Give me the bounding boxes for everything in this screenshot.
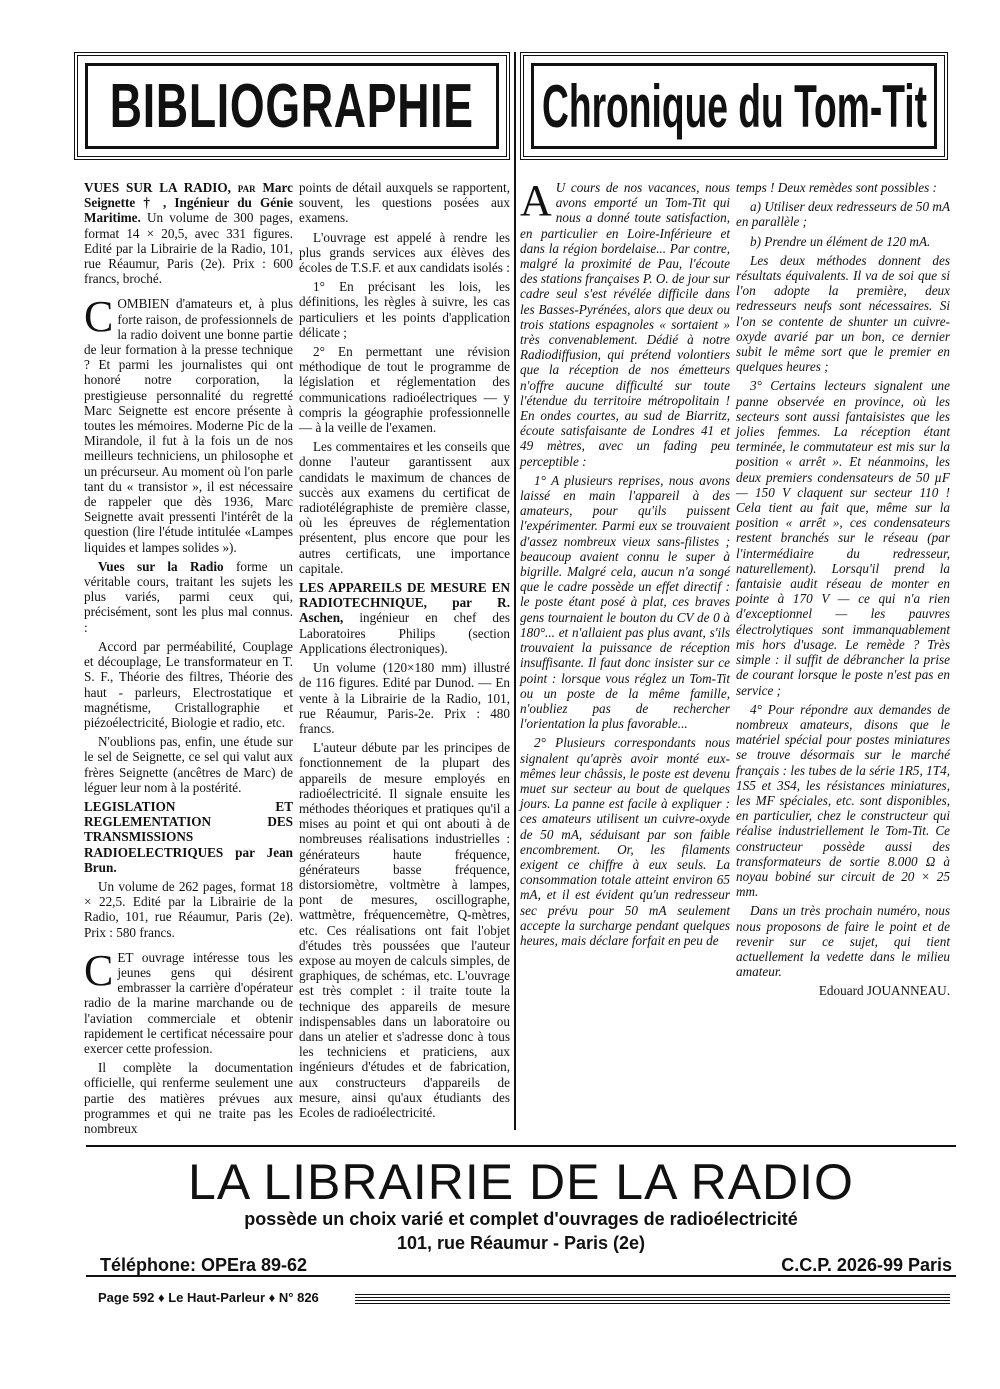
review-paragraph: L'ouvrage est appelé à rendre les plus grands services aux élèves des écoles de T.S.F. et aux candidats isolés :	[299, 229, 510, 276]
advertisement-subtitle: possède un choix varié et complet d'ouvrages de radioélectricité	[244, 1209, 798, 1229]
bibliography-column-1	[84, 180, 293, 1140]
advertisement-title: LA LIBRAIRIE DE LA RADIO	[188, 1154, 854, 1210]
chronique-paragraph: 4° Pour répondre aux demandes de nombreux amateurs, disons que le matériel spécial pour postes miniatures se trouve désormais sur le marché français : les tubes de la série 1R5, 1T4, 1S5 et 3S4, les résistances miniatures, les MF spéciales, etc. sont disponibles, en particulier, chez le constructeur qui réalise industriellement le Tom-Tit. Ce constructeur possède aussi des transformateurs de sortie 8.000 Ω à noyau bobiné sur circuit de 20 × 25 mm.	[736, 701, 950, 900]
page-footer: Page 592 ♦ Le Haut-Parleur ♦ N° 826	[98, 1290, 319, 1305]
chronique-paragraph: A U cours de nos vacances, nous avons emporté un Tom-Tit qui nous a donné toute satisfaction, en particulier en Loire-Inférieure et dans la région bordelaise... Par contre, malgré la proximité de Pau, l'écoute des stations françaises P. O. de jour sur cadre seul s'est révélée difficile dans les Basses-Pyrénées, alors que deux ou trois stations espagnoles « sortaient » très convenablement. Dédié à notre Radiodiffusion, qui prétend volontiers que la réception de nos émetteurs n'offre aucune difficulté sur toute l'étendue du territoire métropolitain ! En ondes courtes, au sud de Biarritz, écoute satisfaisante de Londres 41 et 49 mètres, avec un fading peu perceptible :	[520, 176, 730, 469]
chronique-paragraph: a) Utiliser deux redresseurs de 50 mA en parallèle ;	[736, 199, 950, 230]
footer-rule	[355, 1294, 950, 1304]
review-paragraph: Il complète la documentation officielle, qui renferme seulement une partie des matières prévues aux programmes et qui ne traite pas les nombreux	[84, 1060, 293, 1136]
bibliographie-header	[74, 52, 510, 160]
review-paragraph: Accord par perméabilité, Couplage et découplage, Le transformateur en T. S. F., Théorie des filtres, Théorie des haut - parleurs, Electrostatique et magnétisme, Cristallographie et piézoélectricité, Biologie et radio, etc.	[84, 638, 293, 730]
chronique-paragraph: Dans un très prochain numéro, nous nous proposons de faire le point et de revenir sur ce sujet, qui tient actuellement la vedette dans le milieu amateur.	[736, 903, 950, 980]
chronique-column-2	[736, 180, 950, 1003]
column-divider	[514, 52, 516, 1130]
book-entry-appareils-de-mesure: LES APPAREILS DE MESURE EN RADIOTECHNIQUE, par R. Aschen, ingénieur en chef des Laboratoires Philips (section Applications électroniques).	[299, 580, 510, 656]
bibliography-column-2	[299, 180, 510, 1124]
review-paragraph: Vues sur la Radio forme un véritable cours, traitant les sujets les plus variés, parmi ceux qui, précisément, sont les plus mal connus. :	[84, 558, 293, 635]
chronique-column-1	[520, 176, 730, 952]
review-paragraph: 2° En permettant une révision méthodique de tout le programme de législation et réglementation des communications radioélectriques — y compris la géographie professionnelle — à la veille de l'examen.	[299, 344, 510, 436]
book-entry-legislation: LEGISLATION ET REGLEMENTATION DES TRANSMISSIONS RADIOELECTRIQUES par Jean Brun.	[84, 798, 294, 875]
review-paragraph: 1° En précisant les lois, les définitions, les règles à suivre, les cas particuliers et les points d'application délicate ;	[299, 279, 510, 340]
review-paragraph: CET ouvrage intéresse tous les jeunes gens qui désirent embrasser la carrière d'opérateur radio de la marine marchande ou de l'aviation commerciale et obtenir rapidement le certificat nécessaire pour exercer cette profession.	[84, 945, 293, 1056]
chronique-title: Chronique du Tom-Tit	[541, 72, 927, 140]
chronique-paragraph: 1° A plusieurs reprises, nous avons laissé en main l'appareil à des amateurs, pour qu'ils puissent l'expérimenter. Parmi eux se trouvaient d'assez nombreux vieux sans-filistes ; beaucoup avaient connu le super à bigrille. Malgré cela, aucun n'a songé que le cadre possède un effet directif : le poste étant posé à plat, ces braves gens tournaient le bouton du CV de 0 à 180°... et n'allaient pas plus avant, s'ils trouvaient la puissance de réception insuffisante. Il faut donc insister sur ce point : lorsque vous réglez un Tom-Tit ou un poste de la même famille, n'oubliez pas de rechercher l'orientation la plus favorable...	[520, 472, 730, 732]
review-paragraph: N'oublions pas, enfin, une étude sur le sel de Seignette, ce sel qui valut aux frères Seignette (ancêtres de Marc) de léguer leur nom à la postérité.	[84, 734, 293, 795]
advertisement-ccp: C.C.P. 2026-99 Paris	[781, 1255, 952, 1275]
book-entry-vues-sur-la-radio: VUES SUR LA RADIO, par Marc Seignette † , Ingénieur du Génie Maritime. Un volume de 300 pages, format 14 × 20,5, avec 331 figures. Edité par la Librairie de la Radio, 101, rue Réaumur, Paris (2e). Prix : 600 francs, broché.	[84, 180, 293, 287]
librairie-advertisement	[86, 1145, 956, 1277]
chronique-paragraph: 2° Plusieurs correspondants nous signalent qu'après avoir monté eux-mêmes leur châssis, le poste est devenu muet sur secteur au bout de quelques jours. La panne est facile à expliquer : ces amateurs utilisent un cuivre-oxyde de 50 mA, séduisant par son faible encombrement. Or, les filaments exigent ce chiffre à eux seuls. La consommation totale atteint environ 65 mA, et il est évident qu'un redresseur sec prévu pour 50 mA seulement accepte la surcharge pendant quelques heures, mais déclare forfait en peu de	[520, 735, 730, 948]
book-details: Un volume de 262 pages, format 18 × 22,5. Edité par la Librairie de la Radio, 101, rue Réaumur, Paris (2e). Prix : 580 francs.	[84, 878, 293, 940]
chronique-paragraph: Les deux méthodes donnent des résultats équivalents. Il va de soi que si l'on adopte la première, deux redresseurs neufs sont nécessaires. Si l'on se contente de shunter un cuivre-oxyde avarié par un bon, ce dernier subit le même sort que le premier en quelques heures ;	[736, 252, 950, 375]
advertisement-address: 101, rue Réaumur - Paris (2e)	[396, 1233, 646, 1253]
chronique-paragraph: 3° Certains lecteurs signalent une panne observée en province, où les secteurs sont aussi fantaisistes que les jolies femmes. La réception étant terminée, le commutateur est mis sur la position « arrêt ». Et néanmoins, les deux premiers condensateurs de 50 µF — 150 V claquent sur secteur 110 ! Cela tient au fait que, même sur la position « arrêt », ces condensateurs restent branchés sur le réseau (par l'intermédiaire du redresseur, naturellement). Lorsqu'il prend la fantaisie audit réseau de monter en pointe à 170 V — ce qui n'a rien d'exceptionnel — les pauvres électrolytiques sont immanquablement mis hors d'usage. Le remède ? Très simple : il suffit de débrancher la prise de courant lorsque le poste n'est pas en service ;	[736, 378, 950, 698]
chronique-paragraph: b) Prendre un élément de 120 mA.	[750, 233, 931, 249]
review-paragraph: L'auteur débute par les principes de fonctionnement de la plupart des appareils de mesure employés en radioélectricité. Il signale ensuite les méthodes théoriques et pratiques qu'il a mises au point et qui ont abouti à de nombreuses réalisations industrielles : générateurs haute fréquence, générateurs basse fréquence, distorsiomètre, voltmètre à lampes, pont de mesures, oscillographe, wattmètre, fréquencemètre, Q-mètres, etc. Ces réalisations ont fait l'objet d'études très poussées que l'auteur expose au moyen de calculs simples, de graphiques, de schémas, etc. L'ouvrage est très complet : il traite toute la technique des appareils de mesure indispensables dans un laboratoire ou dans un atelier et s'adresse donc à tous les techniciens et praticiens, aux ingénieurs d'études et de fabrication, aux constructeurs d'appareils de mesure, ainsi qu'aux étudiants des Ecoles de radioélectricité.	[299, 740, 510, 1120]
review-paragraph: Les commentaires et les conseils que donne l'auteur garantissent aux candidats le maximum de chances de succès aux examens du certificat de radiotélégraphiste de première classe, où les épreuves de réglementation présentent, plus encore que pour les autres certificats, une importance capitale.	[299, 439, 510, 576]
chronique-paragraph: temps ! Deux remèdes sont possibles :	[736, 180, 937, 195]
review-paragraph: points de détail auxquels se rapportent, souvent, les questions posées aux examens.	[299, 180, 510, 226]
review-paragraph: COMBIEN d'amateurs et, à plus forte raison, de professionnels de la radio doivent une bonne partie de leur formation à la presse technique ? Et parmi les journalistes qui ont honoré notre corporation, la prestigieuse personnalité du regretté Marc Seignette est encore présente à toutes les mémoires. Moderne Pic de la Mirandole, il fut à la fois un de nos meilleurs techniciens, un philosophe et un précurseur. Au moment où l'on parle tant du « transistor », il est nécessaire de rappeler que dès 1936, Marc Seignette avait pressenti l'intérêt de la question (lire l'étude intitulée «Lampes liquides et lampes solides »).	[84, 292, 293, 555]
chronique-header	[520, 52, 948, 160]
book-details: Un volume (120×180 mm) illustré de 116 figures. Edité par Dunod. — En vente à la Librairie de la Radio, 101, rue Réaumur, Paris-2e. Prix : 480 francs.	[299, 660, 510, 736]
advertisement-phone: Téléphone: OPEra 89-62	[100, 1255, 308, 1275]
author-signature: Edouard JOUANNEAU.	[818, 983, 950, 999]
bibliographie-title: BIBLIOGRAPHIE	[109, 71, 475, 141]
